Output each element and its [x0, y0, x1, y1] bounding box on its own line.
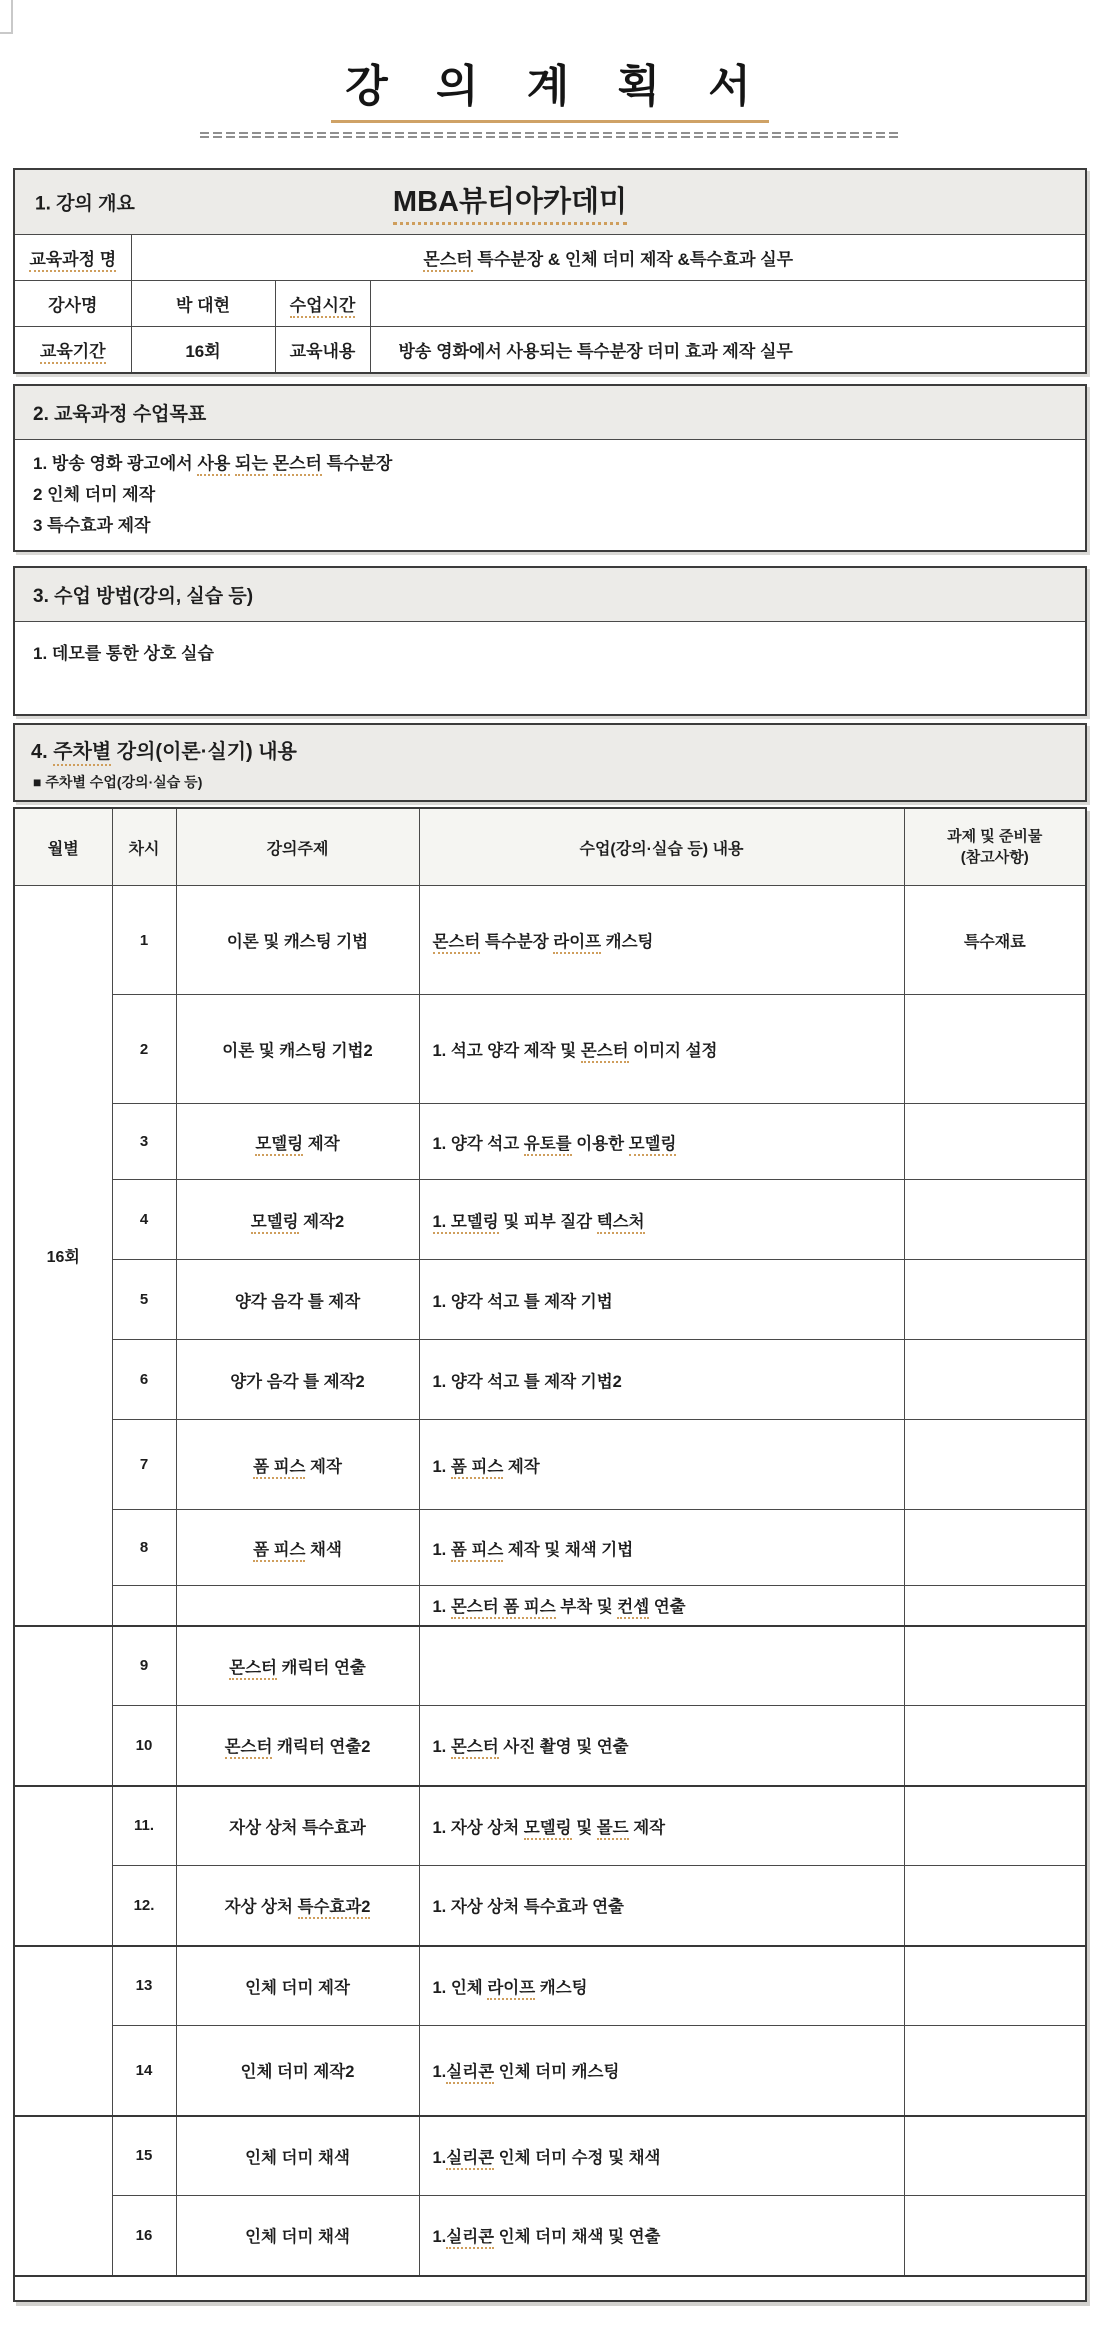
- month-cell: [14, 1786, 112, 1946]
- session-number: 14: [112, 2026, 176, 2116]
- table-row: [14, 1340, 1086, 1420]
- task-cell: [904, 1946, 1086, 2026]
- session-number: 3: [112, 1104, 176, 1180]
- task-cell: [904, 2196, 1086, 2276]
- task-cell: [904, 1786, 1086, 1866]
- table-row: [14, 1420, 1086, 1510]
- content-cell: 1.실리콘 인체 더미 수정 및 채색: [419, 2116, 904, 2196]
- content-label-cell: [275, 327, 370, 374]
- table-row: [14, 1866, 1086, 1946]
- objectives-section: [13, 384, 1087, 552]
- content-cell: 1. 자상 상처 모델링 및 몰드 제작: [419, 1786, 904, 1866]
- instructor-label: 강사명: [48, 296, 98, 315]
- section1-heading: 1. 강의 개요: [35, 193, 135, 215]
- content-cell: 1.실리콘 인체 더미 채색 및 연출: [419, 2196, 904, 2276]
- topic-cell: 자상 상처 특수효과2: [176, 1866, 419, 1946]
- content-cell: 1. 양각 석고 틀 제작 기법2: [419, 1340, 904, 1420]
- table-row: [14, 2196, 1086, 2276]
- table-row: [14, 1786, 1086, 1866]
- col-task-line2: (참고사항): [960, 849, 1029, 866]
- method-body: [15, 622, 1085, 714]
- objective-item: 1. 방송 영화 광고에서 사용 되는 몬스터 특수분장: [33, 454, 1067, 473]
- session-number: 11.: [112, 1786, 176, 1866]
- topic-cell: 인체 더미 제작: [176, 1946, 419, 2026]
- course-name-row: [14, 235, 1086, 281]
- col-content: 수업(강의·실습 등) 내용: [419, 808, 904, 886]
- session-number: 9: [112, 1626, 176, 1706]
- session-number: 6: [112, 1340, 176, 1420]
- table-row: [14, 1180, 1086, 1260]
- section4-heading: 4. 주차별 강의(이론·실기) 내용: [31, 735, 1085, 764]
- task-cell: [904, 2116, 1086, 2196]
- topic-cell: 이론 및 캐스팅 기법2: [176, 995, 419, 1104]
- instructor-label-cell: [14, 281, 131, 327]
- task-cell: [904, 1180, 1086, 1260]
- period-label-cell: [14, 327, 131, 374]
- content-cell: 1. 인체 라이프 캐스팅: [419, 1946, 904, 2026]
- topic-cell: 모델링 제작: [176, 1104, 419, 1180]
- table-row: [14, 1260, 1086, 1340]
- content-cell: 1. 모델링 및 피부 질감 텍스처: [419, 1180, 904, 1260]
- session-number: 7: [112, 1420, 176, 1510]
- topic-cell: 자상 상처 특수효과: [176, 1786, 419, 1866]
- schedule-table: [13, 807, 1087, 2302]
- course-label-cell: [14, 235, 131, 281]
- table-row: [14, 1706, 1086, 1786]
- table-row: [14, 1946, 1086, 2026]
- month-cell: 16회: [14, 886, 112, 1626]
- course-label: 교육과정 명: [29, 250, 116, 272]
- task-cell: [904, 1866, 1086, 1946]
- content-cell: 1. 몬스터 사진 촬영 및 연출: [419, 1706, 904, 1786]
- document-title-block: [0, 0, 1100, 138]
- session-number: 5: [112, 1260, 176, 1340]
- task-cell: [904, 1706, 1086, 1786]
- month-cell: [14, 1946, 112, 2116]
- time-label-cell: [275, 281, 370, 327]
- period-row: [14, 327, 1086, 374]
- instructor-value: 박 대현: [131, 281, 275, 327]
- academy-name: MBA뷰티아카데미: [393, 179, 627, 225]
- task-cell: [904, 1260, 1086, 1340]
- topic-cell: 몬스터 캐릭터 연출: [176, 1626, 419, 1706]
- month-cell: [14, 1626, 112, 1786]
- content-cell: 1. 폼 피스 제작 및 채색 기법: [419, 1510, 904, 1586]
- topic-cell: 인체 더미 채색: [176, 2196, 419, 2276]
- topic-cell: 인체 더미 제작2: [176, 2026, 419, 2116]
- content-cell: [419, 1626, 904, 1706]
- task-cell: [904, 995, 1086, 1104]
- section4-subheading: ■ 주차별 수업(강의·실습 등): [33, 774, 203, 790]
- content-cell: 1. 양각 석고 유토를 이용한 모델링: [419, 1104, 904, 1180]
- task-cell: [904, 1340, 1086, 1420]
- table-row: [14, 2026, 1086, 2116]
- session-number: 4: [112, 1180, 176, 1260]
- time-label: 수업시간: [290, 296, 356, 318]
- section3-heading: 3. 수업 방법(강의, 실습 등): [15, 568, 1085, 622]
- topic-cell: 폼 피스 제작: [176, 1420, 419, 1510]
- schedule-table-wrap: [13, 807, 1087, 2302]
- objective-item: 2 인체 더미 제작: [33, 485, 156, 504]
- table-row: [14, 2116, 1086, 2196]
- col-task-line1: 과제 및 준비물: [947, 828, 1043, 845]
- table-row: [14, 1510, 1086, 1586]
- method-item: 1. 데모를 통한 상호 실습: [33, 644, 214, 663]
- weekly-heading-section: [13, 723, 1087, 802]
- table-row: [14, 995, 1086, 1104]
- col-month: 월별: [14, 808, 112, 886]
- session-number: 12.: [112, 1866, 176, 1946]
- content-label: 교육내용: [289, 342, 356, 361]
- method-section: [13, 566, 1087, 716]
- task-cell: 특수재료: [904, 886, 1086, 995]
- session-number: 15: [112, 2116, 176, 2196]
- table-row: [14, 1626, 1086, 1706]
- instructor-row: [14, 281, 1086, 327]
- objective-item: 3 특수효과 제작: [33, 516, 151, 535]
- topic-cell: 인체 더미 채색: [176, 2116, 419, 2196]
- table-footer-row: [14, 2276, 1086, 2301]
- objectives-body: [15, 440, 1085, 550]
- topic-cell: 양가 음각 틀 제작2: [176, 1340, 419, 1420]
- topic-cell: 이론 및 캐스팅 기법: [176, 886, 419, 995]
- overview-table: [13, 168, 1087, 374]
- content-cell: 몬스터 특수분장 라이프 캐스팅: [419, 886, 904, 995]
- session-number: 1: [112, 886, 176, 995]
- session-number: 2: [112, 995, 176, 1104]
- topic-cell: 폼 피스 채색: [176, 1510, 419, 1586]
- scan-corner-mark: [0, 0, 13, 34]
- schedule-header-row: [14, 808, 1086, 886]
- overview-header-row: [14, 169, 1086, 235]
- session-number: 8: [112, 1510, 176, 1586]
- content-cell: 1. 몬스터 폼 피스 부착 및 컨셉 연출: [419, 1586, 904, 1626]
- period-value: 16회: [131, 327, 275, 374]
- title-divider: [200, 132, 900, 138]
- topic-cell: 몬스터 캐릭터 연출2: [176, 1706, 419, 1786]
- content-cell: 1. 폼 피스 제작: [419, 1420, 904, 1510]
- month-cell: [14, 2116, 112, 2276]
- session-number: [112, 1586, 176, 1626]
- col-session: 차시: [112, 808, 176, 886]
- task-cell: [904, 2026, 1086, 2116]
- topic-cell: 양각 음각 틀 제작: [176, 1260, 419, 1340]
- content-cell: 1.실리콘 인체 더미 캐스팅: [419, 2026, 904, 2116]
- time-value: [370, 281, 1086, 327]
- content-cell: 1. 양각 석고 틀 제작 기법: [419, 1260, 904, 1340]
- table-row: [14, 1104, 1086, 1180]
- content-value: 방송 영화에서 사용되는 특수분장 더미 효과 제작 실무: [370, 327, 1086, 374]
- task-cell: [904, 1420, 1086, 1510]
- table-row: [14, 886, 1086, 995]
- section2-heading: 2. 교육과정 수업목표: [15, 386, 1085, 440]
- period-label: 교육기간: [40, 342, 106, 364]
- content-cell: 1. 석고 양각 제작 및 몬스터 이미지 설정: [419, 995, 904, 1104]
- content-cell: 1. 자상 상처 특수효과 연출: [419, 1866, 904, 1946]
- session-number: 13: [112, 1946, 176, 2026]
- overview-header-cell: [14, 169, 1086, 235]
- empty-footer-cell: [14, 2276, 1086, 2301]
- topic-cell: [176, 1586, 419, 1626]
- task-cell: [904, 1510, 1086, 1586]
- task-cell: [904, 1586, 1086, 1626]
- topic-cell: 모델링 제작2: [176, 1180, 419, 1260]
- table-row: [14, 1586, 1086, 1626]
- page-title: 강 의 계 획 서: [331, 50, 768, 123]
- col-topic: 강의주제: [176, 808, 419, 886]
- session-number: 16: [112, 2196, 176, 2276]
- session-number: 10: [112, 1706, 176, 1786]
- col-task: [904, 808, 1086, 886]
- task-cell: [904, 1626, 1086, 1706]
- course-name-cell: 몬스터 특수분장 & 인체 더미 제작 &특수효과 실무: [131, 235, 1086, 281]
- task-cell: [904, 1104, 1086, 1180]
